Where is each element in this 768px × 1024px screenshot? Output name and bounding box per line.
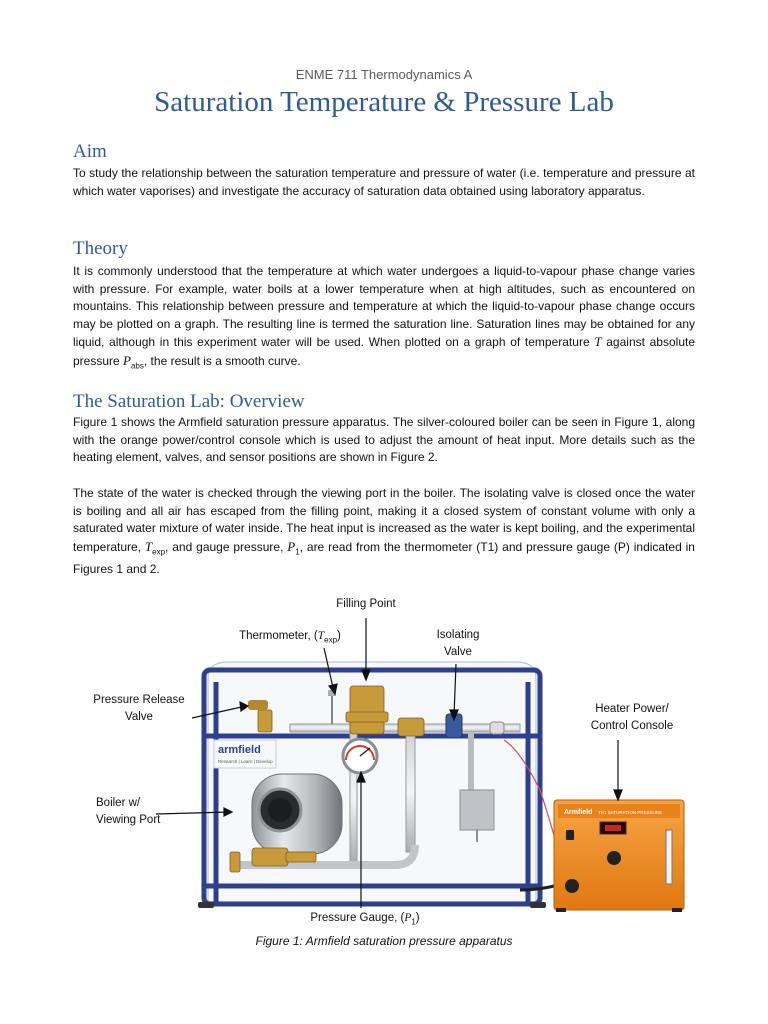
- label-isolating-line2: Valve: [444, 646, 472, 658]
- label-gauge-close: ): [415, 912, 420, 924]
- overview-text-c: , are read from the thermometer (T1) and pressure gauge (P) indicated in Figures 1 and 2.: [73, 539, 695, 576]
- theory-paragraph: [73, 263, 695, 375]
- boiler: [252, 774, 342, 854]
- label-pressure-release-line2: Valve: [125, 711, 153, 723]
- label-thermometer: [220, 628, 360, 648]
- overview-text-b: , and gauge pressure,: [165, 539, 288, 554]
- label-heater-line1: Heater Power/: [595, 703, 669, 715]
- label-thermometer-text: Thermometer, (: [239, 630, 318, 642]
- symbol-T-exp-sub: exp: [152, 547, 166, 557]
- overview-heading: The Saturation Lab: Overview: [73, 391, 305, 412]
- label-gauge-text: Pressure Gauge, (: [310, 912, 405, 924]
- symbol-P-sub: abs: [130, 361, 144, 371]
- label-heater-console: [572, 701, 692, 735]
- brand-text: armfield: [218, 744, 261, 756]
- theory-text-main: It is commonly understood that the temperature at which water undergoes a liquid-to-vapour phase change varies with pressure. For example, water boils at a lower temperature when at high altitudes, such as encountered on mountains. This relationship between pressure and temperature at which the liquid-to-vapour phase change occurs may be plotted on a graph. The resulting line is termed the saturation line. Saturation lines may be obtained for any liquid, although in this experiment water will be used. When plotted on a graph of temperature: [73, 264, 695, 350]
- symbol-P1: P: [287, 538, 296, 554]
- label-thermometer-symbol: T: [317, 630, 325, 642]
- label-pressure-release-line1: Pressure Release: [93, 694, 185, 706]
- theory-text-end: , the result is a smooth curve.: [143, 353, 301, 368]
- page-title: Saturation Temperature & Pressure Lab: [154, 86, 614, 118]
- label-pressure-release: [80, 692, 198, 726]
- apparatus-illustration: [80, 590, 700, 935]
- symbol-P: P: [123, 352, 131, 368]
- pressure-gauge: [343, 739, 377, 773]
- overview-text-a: The state of the water is checked through the viewing port in the boiler. The isolating valve is closed once the water is boiling and all air has escaped from the filling point, making it a closed system of constant volume with only a saturated water mixture of water inside. The heat input is increased as the water is kept boiling, and the experimental temperature,: [73, 486, 695, 554]
- aim-heading: Aim: [73, 141, 107, 162]
- label-pressure-gauge: [290, 910, 440, 930]
- label-boiler-line2: Viewing Port: [96, 814, 161, 826]
- label-isolating-valve: [418, 627, 498, 661]
- label-boiler-line1: Boiler w/: [96, 797, 141, 809]
- apparatus-figure: [80, 590, 700, 935]
- label-isolating-line1: Isolating: [436, 629, 480, 641]
- label-gauge-symbol: P: [404, 912, 412, 924]
- label-gauge-sub: 1: [411, 917, 416, 927]
- symbol-T: T: [594, 334, 602, 350]
- label-heater-line2: Control Console: [590, 720, 674, 732]
- theory-heading: Theory: [73, 238, 128, 259]
- console-title: TH1 SATURATION PRESSURE: [598, 810, 663, 815]
- label-thermometer-close: ): [337, 630, 341, 642]
- console-brand: Armfield: [564, 809, 593, 816]
- course-title: ENME 711 Thermodynamics A: [295, 67, 473, 82]
- label-boiler: [96, 795, 176, 829]
- label-filling-point: Filling Point: [336, 598, 396, 610]
- figure-caption: Figure 1: Armfield saturation pressure apparatus: [255, 934, 513, 948]
- symbol-P1-sub: 1: [295, 547, 300, 557]
- armfield-panel: [214, 740, 276, 768]
- overview-paragraph-2: [73, 485, 695, 578]
- symbol-T-exp: T: [144, 538, 153, 554]
- aim-paragraph: To study the relationship between the saturation temperature and pressure of water (i.e. temperature and pressure at which water vaporises) and investigate the accuracy of saturation data obtained using laboratory apparatus.: [73, 166, 695, 198]
- overview-paragraph-1: Figure 1 shows the Armfield saturation pressure apparatus. The silver-coloured boiler can be seen in Figure 1, along with the orange power/control console which is used to adjust the amount of heat input. More details such as the heating element, valves, and sensor positions are shown in Figure 2.: [73, 415, 695, 465]
- pressure-release-valve: [248, 700, 268, 710]
- control-console: [554, 800, 684, 912]
- theory-text-mid: against absolute pressure: [73, 335, 696, 368]
- label-thermometer-sub: exp: [324, 635, 338, 645]
- brand-tagline: Research | Learn | Develop: [218, 759, 273, 764]
